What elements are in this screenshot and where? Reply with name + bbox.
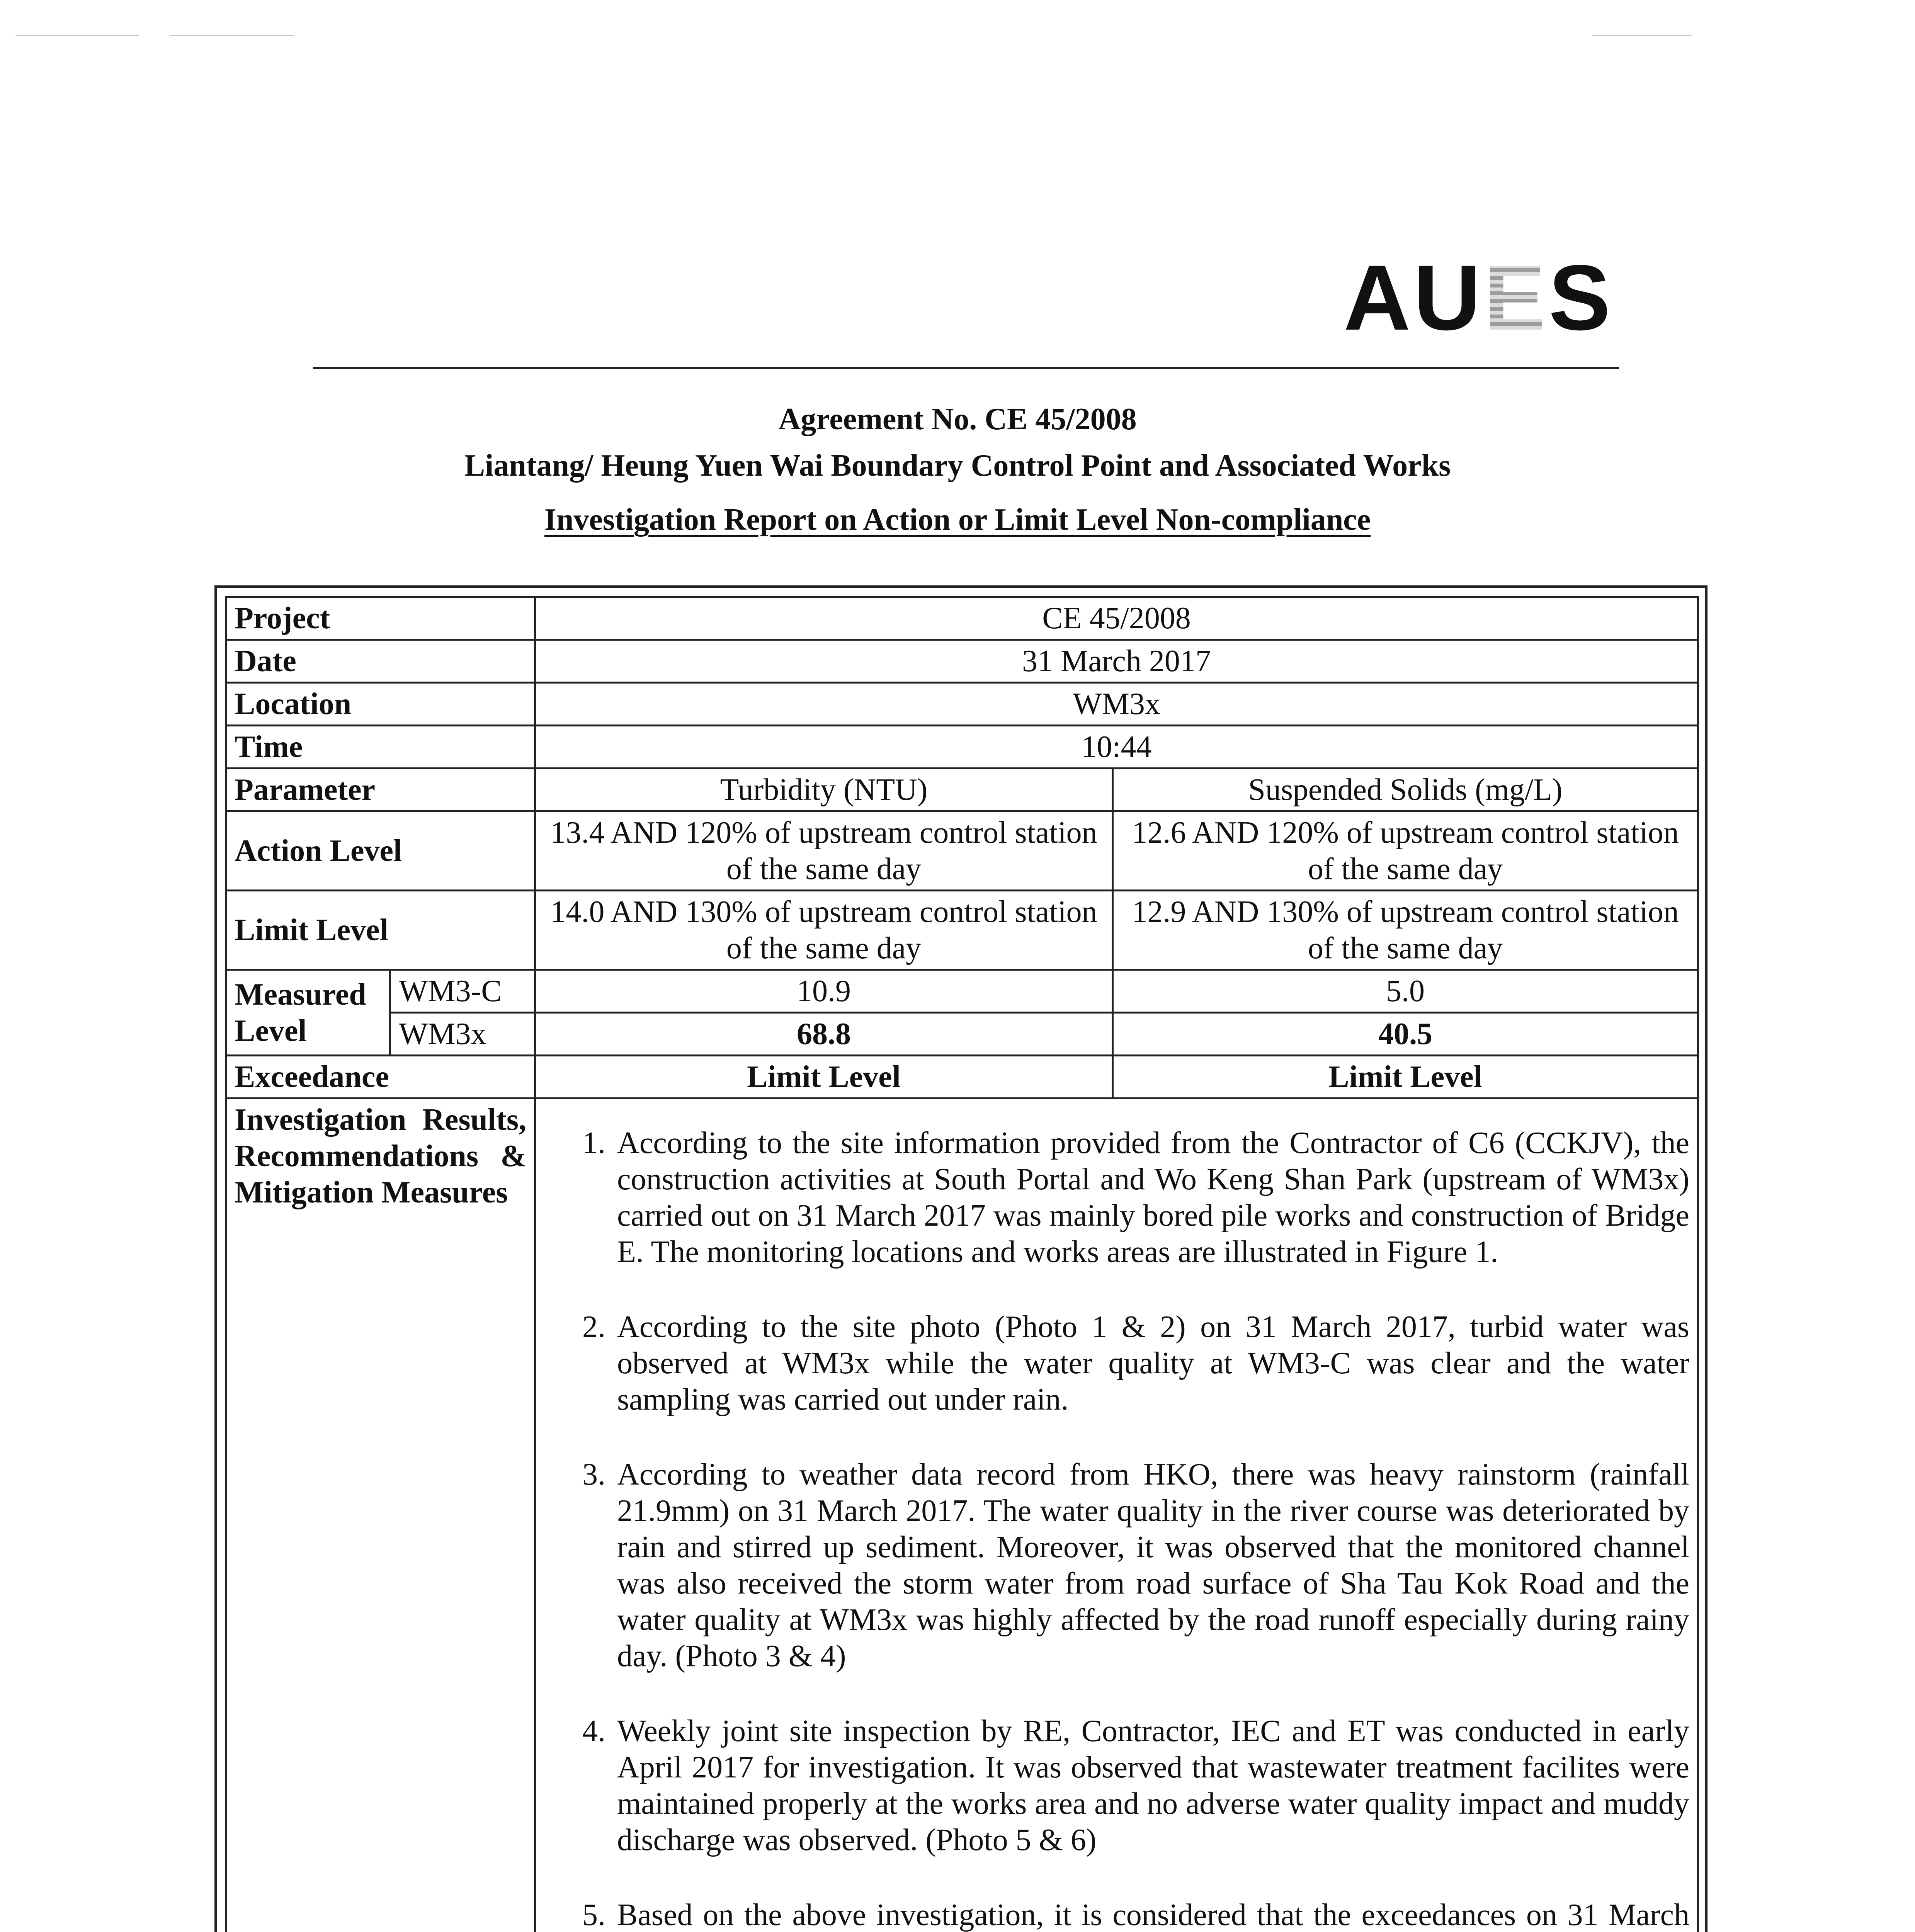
row-measured-upstream	[226, 970, 1698, 1013]
investigation-item-4: 4. Weekly joint site inspection by RE, Contractor, IEC and ET was conducted in early April 2017 for investigation. It was observed that wastewater treatment facilites were maintained properly at the works area and no adverse water quality impact and muddy discharge was observed. (Photo 5 & 6)	[613, 1713, 1689, 1858]
row-measured-impact	[226, 1013, 1698, 1056]
investigation-item-3: 3. According to weather data record from HKO, there was heavy rainstorm (rainfall 21.9mm) on 31 March 2017. The water quality in the river course was deteriorated by rain and stirred up sediment. Moreover, it was observed that the monitored channel was also received the storm water from road surface of Sha Tau Kok Road and the water quality at WM3x was highly affected by the road runoff especially during rainy day. (Photo 3 & 4)	[613, 1456, 1689, 1674]
measured-station-impact: WM3x	[390, 1013, 535, 1056]
parameter-suspended-solids: Suspended Solids (mg/L)	[1113, 769, 1698, 811]
scan-mark-left	[15, 35, 139, 36]
measured-upstream-suspended-solids: 5.0	[1113, 970, 1698, 1013]
logo-text-mid: E	[1483, 246, 1549, 349]
action-level-turbidity: 13.4 AND 120% of upstream control station of the same day	[535, 811, 1113, 891]
action-level-suspended-solids: 12.6 AND 120% of upstream control station of the same day	[1113, 811, 1698, 891]
row-time	[226, 726, 1698, 769]
date-label: Date	[226, 640, 535, 683]
measured-station-upstream: WM3-C	[390, 970, 535, 1013]
investigation-list	[544, 1125, 1689, 1932]
header-divider	[313, 367, 1619, 369]
report-table	[225, 596, 1699, 1932]
measured-impact-turbidity: 68.8	[535, 1013, 1113, 1056]
time-label: Time	[226, 726, 535, 769]
row-investigation	[226, 1099, 1698, 1932]
row-date	[226, 640, 1698, 683]
time-value: 10:44	[535, 726, 1698, 769]
logo-text-prefix: AU	[1344, 246, 1484, 349]
exceedance-suspended-solids: Limit Level	[1113, 1056, 1698, 1099]
location-value: WM3x	[535, 683, 1698, 726]
measured-level-label: Measured Level	[226, 970, 390, 1056]
investigation-item-2: 2. According to the site photo (Photo 1 & 2) on 31 March 2017, turbid water was observed at WM3x while the water quality at WM3-C was clear and the water sampling was carried out under rain.	[613, 1309, 1689, 1418]
row-location	[226, 683, 1698, 726]
measured-upstream-turbidity: 10.9	[535, 970, 1113, 1013]
investigation-item-5: 5. Based on the above investigation, it is considered that the exceedances on 31 March	[613, 1897, 1689, 1932]
limit-level-suspended-solids: 12.9 AND 130% of upstream control station of the same day	[1113, 891, 1698, 970]
measured-impact-suspended-solids: 40.5	[1113, 1013, 1698, 1056]
project-value: CE 45/2008	[535, 597, 1698, 640]
investigation-item-1: 1. According to the site information provided from the Contractor of C6 (CCKJV), the construction activities at South Portal and Wo Keng Shan Park (upstream of WM3x) carried out on 31 March 2017 was mainly bored pile works and construction of Bridge E. The monitoring locations and works areas are illustrated in Figure 1.	[613, 1125, 1689, 1270]
parameter-turbidity: Turbidity (NTU)	[535, 769, 1113, 811]
exceedance-turbidity: Limit Level	[535, 1056, 1113, 1099]
investigation-label: Investigation Results, Recommendations & Mitigation Measures	[226, 1099, 535, 1932]
parameter-label: Parameter	[226, 769, 535, 811]
row-limit-level	[226, 891, 1698, 970]
row-exceedance	[226, 1056, 1698, 1099]
logo-text-suffix: S	[1548, 246, 1614, 349]
aues-logo	[1344, 246, 1614, 349]
project-label: Project	[226, 597, 535, 640]
limit-level-label: Limit Level	[226, 891, 535, 970]
action-level-label: Action Level	[226, 811, 535, 891]
scan-mark-mid	[170, 35, 294, 36]
location-label: Location	[226, 683, 535, 726]
row-project	[226, 597, 1698, 640]
scan-mark-right	[1592, 35, 1692, 36]
exceedance-label: Exceedance	[226, 1056, 535, 1099]
investigation-content	[535, 1099, 1698, 1932]
date-value: 31 March 2017	[535, 640, 1698, 683]
row-action-level	[226, 811, 1698, 891]
limit-level-turbidity: 14.0 AND 130% of upstream control station of the same day	[535, 891, 1113, 970]
project-title: Liantang/ Heung Yuen Wai Boundary Control Point and Associated Works	[464, 449, 1451, 483]
report-title: Investigation Report on Action or Limit Level Non-compliance	[544, 503, 1371, 537]
row-parameter	[226, 769, 1698, 811]
agreement-number: Agreement No. CE 45/2008	[778, 402, 1137, 436]
report-table-frame	[214, 585, 1708, 1932]
